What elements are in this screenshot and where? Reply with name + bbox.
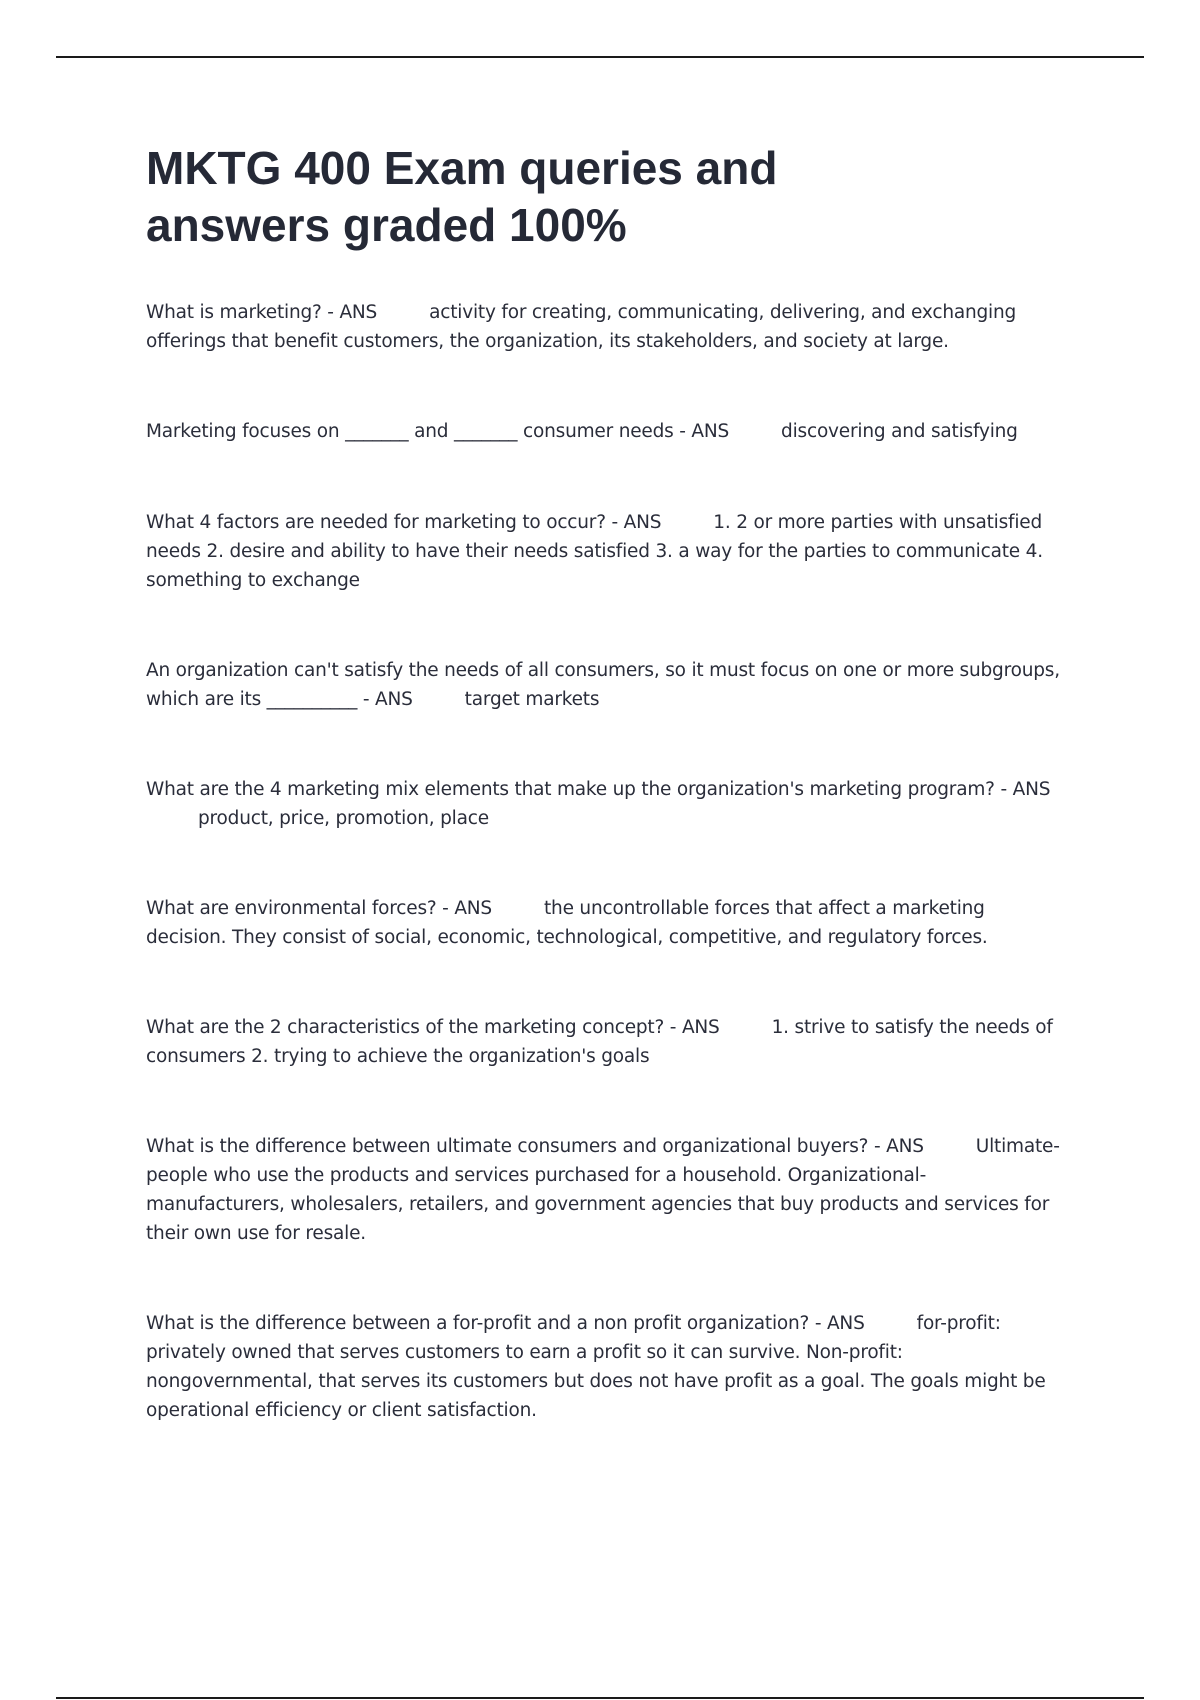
- qa-item: [146, 775, 1066, 833]
- qa-item: [146, 894, 1066, 952]
- question-text: What are the 2 characteristics of the marketing concept? - ANS: [146, 1017, 720, 1038]
- answer-text: target markets: [464, 689, 600, 710]
- qa-item: [146, 1132, 1066, 1248]
- question-text: What is marketing? - ANS: [146, 302, 378, 323]
- answer-text: product, price, promotion, place: [198, 808, 489, 829]
- answer-text: activity for creating, communicating, delivering, and exchanging offerings that benefit customers, the organization, its stakeholders, and society at large.: [146, 302, 1017, 352]
- question-text: What is the difference between a for-profit and a non profit organization? - ANS: [146, 1313, 865, 1334]
- qa-item: [146, 1309, 1066, 1425]
- question-text: An organization can't satisfy the needs of all consumers, so it must focus on one or more subgroups, which are its __________ - ANS: [146, 660, 1060, 710]
- answer-text: discovering and satisfying: [781, 421, 1018, 442]
- top-divider: [56, 56, 1144, 58]
- answer-text: 1. strive to satisfy the needs of consumers 2. trying to achieve the organization's goals: [146, 1017, 1053, 1067]
- answer-text: 1. 2 or more parties with unsatisfied needs 2. desire and ability to have their needs satisfied 3. a way for the parties to communicate 4. something to exchange: [146, 512, 1043, 591]
- qa-list: [146, 298, 1066, 1425]
- qa-item: [146, 508, 1066, 595]
- answer-text: Ultimate- people who use the products and services purchased for a household. Organizational- manufacturers, wholesalers, retailers, and government agencies that buy products and services for their own use for resale.: [146, 1136, 1060, 1244]
- question-text: What 4 factors are needed for marketing to occur? - ANS: [146, 512, 662, 533]
- qa-item: [146, 417, 1066, 446]
- qa-item: [146, 1013, 1066, 1071]
- question-text: What are environmental forces? - ANS: [146, 898, 492, 919]
- question-text: What are the 4 marketing mix elements that make up the organization's marketing program? - ANS: [146, 779, 1051, 800]
- bottom-divider: [56, 1697, 1144, 1699]
- answer-text: the uncontrollable forces that affect a marketing decision. They consist of social, economic, technological, competitive, and regulatory forces.: [146, 898, 988, 948]
- question-text: Marketing focuses on _______ and _______ consumer needs - ANS: [146, 421, 730, 442]
- document-title: MKTG 400 Exam queries and answers graded 100%: [146, 142, 778, 251]
- document-body: [146, 140, 1066, 1425]
- question-text: What is the difference between ultimate consumers and organizational buyers? - ANS: [146, 1136, 924, 1157]
- answer-text: for-profit: privately owned that serves customers to earn a profit so it can survive. Non-profit: nongovernmental, that serves its customers but does not have profit as a goal. The goals might be operational efficiency or client satisfaction.: [146, 1313, 1046, 1421]
- qa-item: [146, 298, 1066, 356]
- qa-item: [146, 656, 1066, 714]
